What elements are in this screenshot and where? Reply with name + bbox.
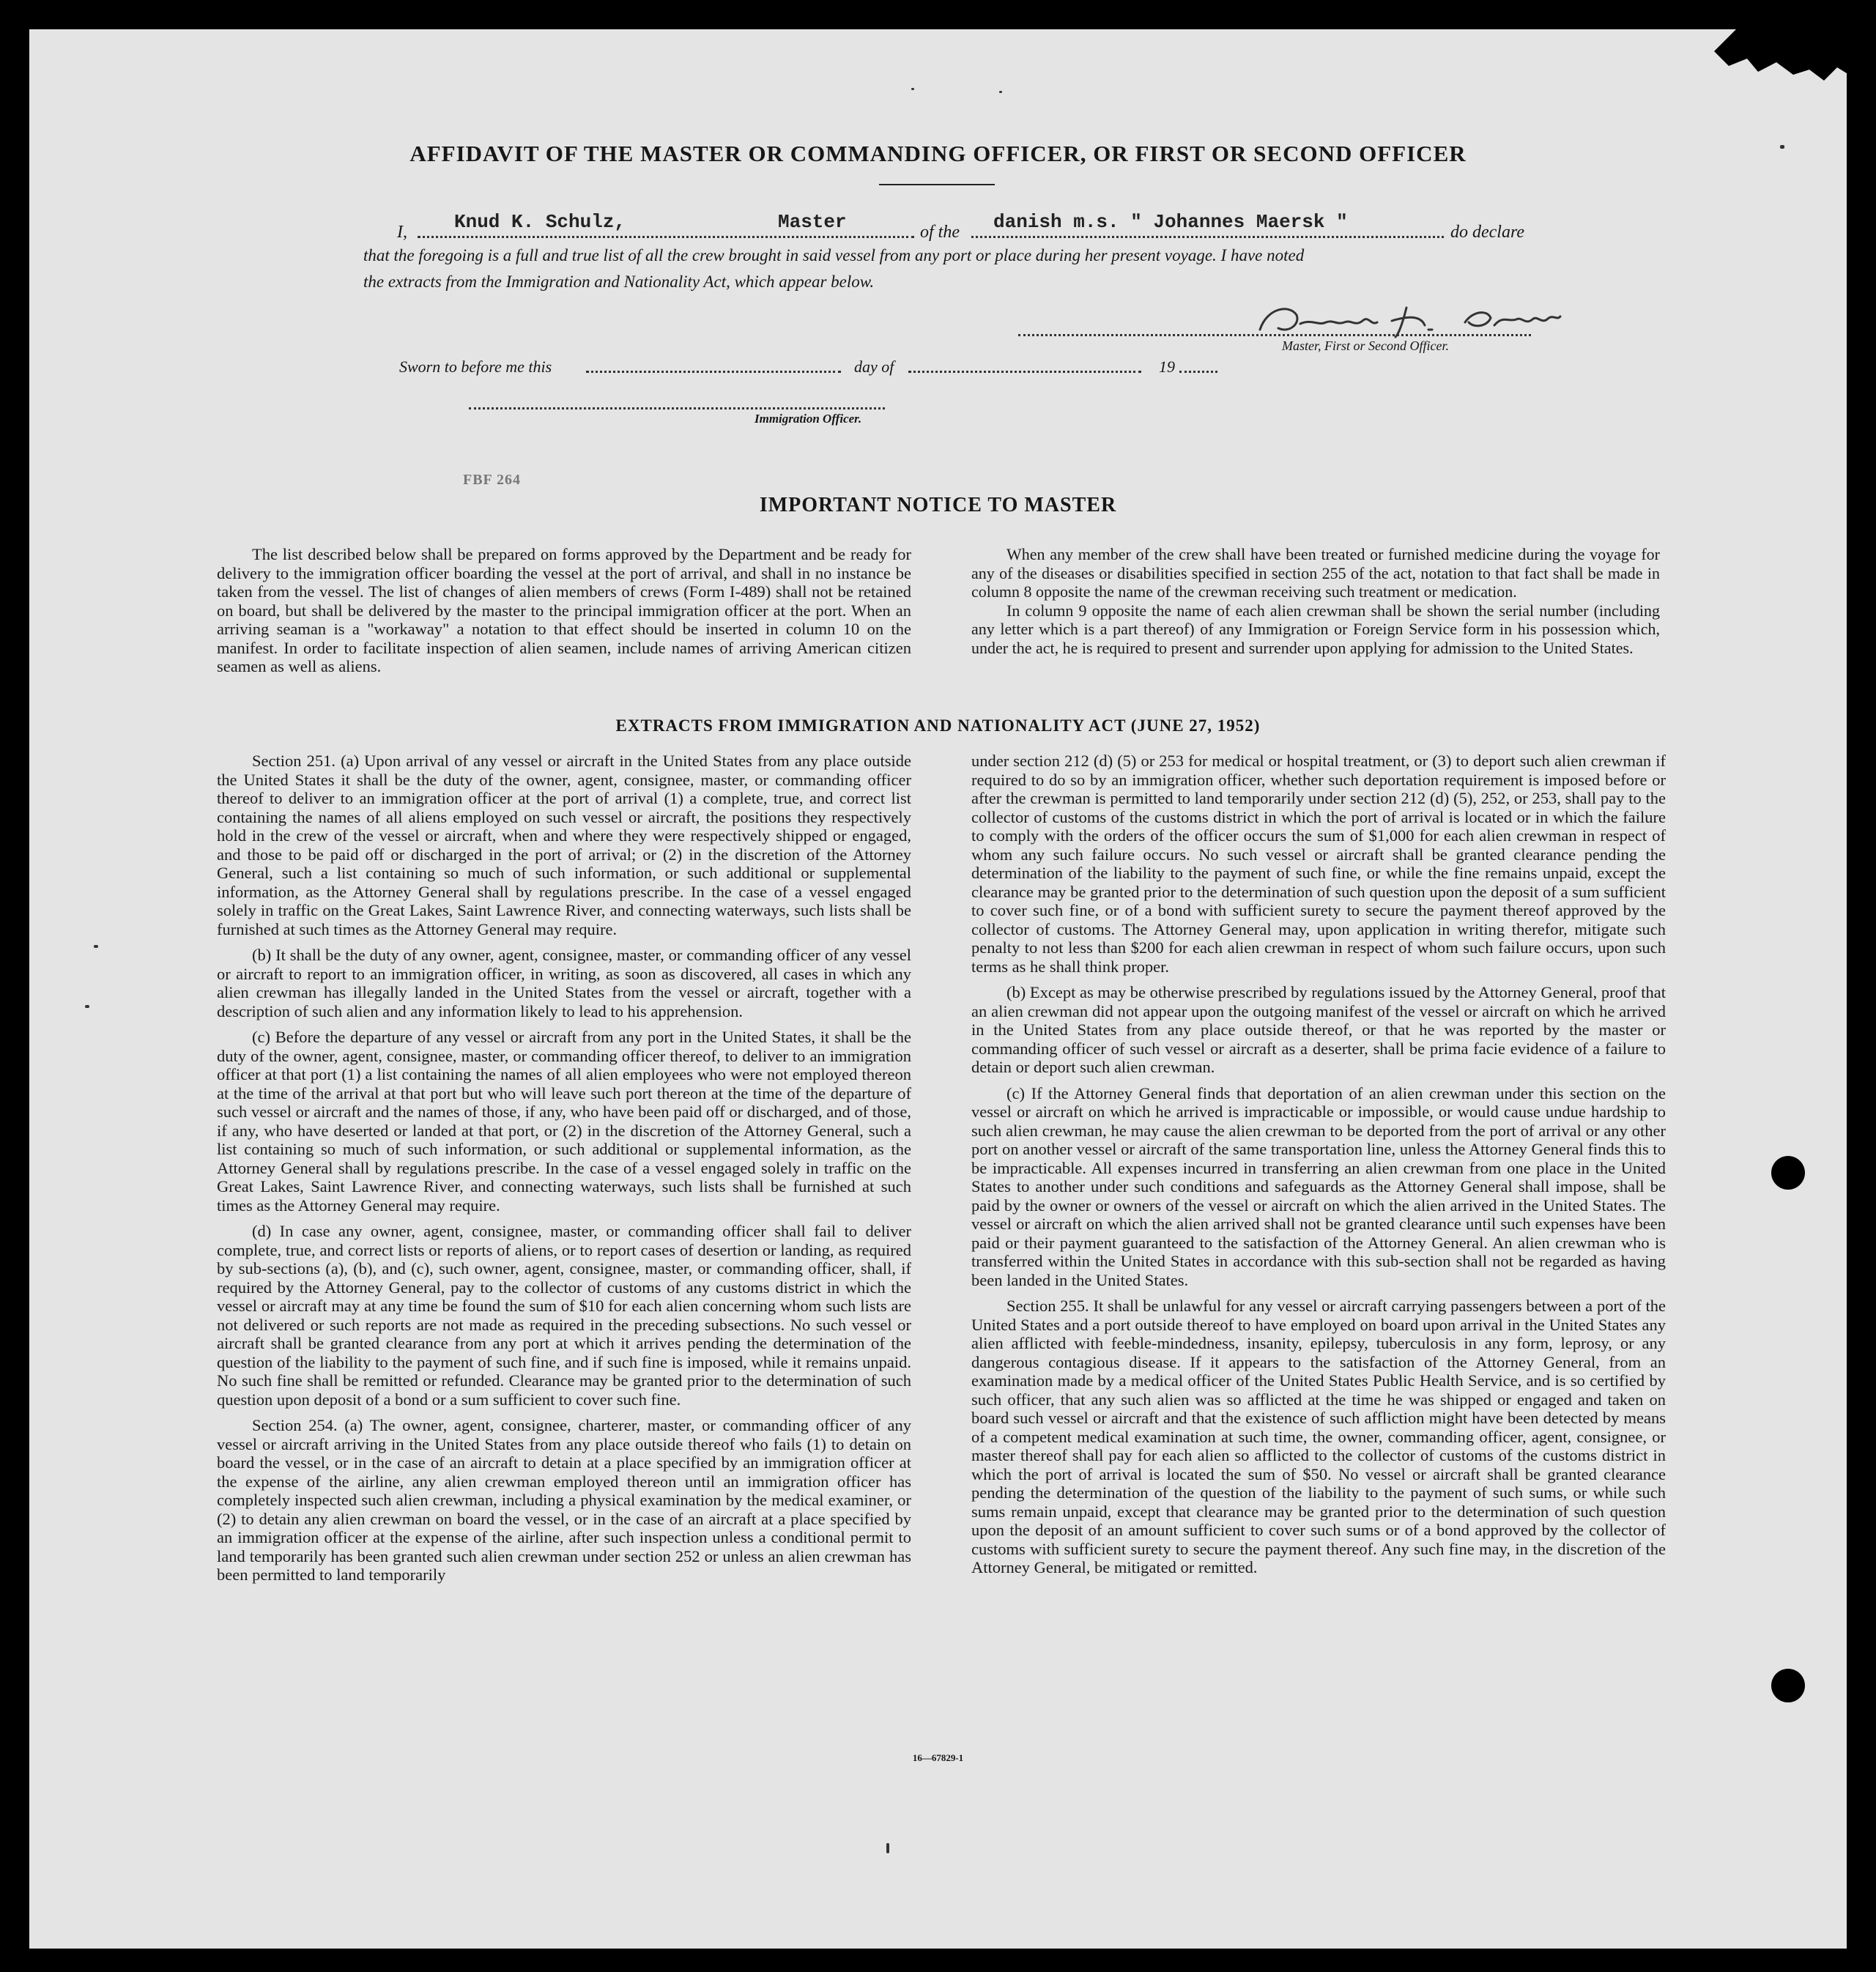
notice-right-column (971, 545, 1660, 657)
form-code: 16—67829-1 (912, 1752, 964, 1763)
notice-left-column (217, 545, 911, 682)
document-page (29, 29, 1847, 1949)
section-254-b: (b) Except as may be otherwise prescribed by regulations issued by the Attorney General, proof that an alien crewman did not appear upon the outgoing manifest of the vessel or aircraft on which he arrived in the United States from any place outside thereof, or that he was reported by the master or commanding officer of such vessel or aircraft as a deserter, shall be prima facie evidence of a failure to detain or deport such alien crewman. (971, 983, 1666, 1076)
vessel-line (971, 236, 1444, 238)
notice-right-paragraph-2: In column 9 opposite the name of each alien crewman shall be shown the serial number (including any letter which is a part thereof) of any Immigration or Foreign Service form in his possession which, under the act, he is required to present and surrender upon applying for admission to the United States. (971, 601, 1660, 657)
do-declare-label: do declare (1450, 223, 1525, 242)
sworn-year-line (1179, 371, 1217, 373)
punch-hole-lower (1771, 1669, 1805, 1702)
speck (94, 945, 98, 948)
speck (911, 88, 914, 90)
officer-caption: Immigration Officer. (755, 412, 862, 426)
section-251-c: (c) Before the departure of any vessel or aircraft from any port in the United States, it shall be the duty of the owner, agent, consignee, master, or commanding officer thereof, to deliver to an immigration officer at that port (1) a list containing the names of all alien employees who were not employed thereon at the time of the arrival at that port but who will leave such port thereon at the time of the departure of such vessel or aircraft and the names of those, if any, who have been paid off or discharged, and of those, if any, who have deserted or landed at that port, or (2) in the discretion of the Attorney General, such a list containing so much of such information, or such additional or supplemental information, as the Attorney General shall by regulations prescribe. In the case of a vessel engaged solely in traffic on the Great Lakes, Saint Lawrence River, and connecting waterways, such lists shall be furnished at such times as the Attorney General may require. (217, 1028, 911, 1215)
notice-right-paragraph-1: When any member of the crew shall have been treated or furnished medicine during the voyage for any of the diseases or disabilities specified in section 255 of the act, notation to that fact shall be made in column 8 opposite the name of the crewman receiving such treatment or medication. (971, 545, 1660, 601)
section-251-d: (d) In case any owner, agent, consignee, master, or commanding officer shall fail to deliver complete, true, and correct lists or reports of aliens, or to report cases of desertion or landing, as required by sub-sections (a), (b), and (c), such owner, agent, consignee, master, or commanding officer, shall, if required by the Attorney General, pay to the collector of customs of any customs district in which the vessel or aircraft may at any time be found the sum of $10 for each alien concerning whom such lists are not delivered or such reports are not made as required in the preceding subsections. No such vessel or aircraft shall be granted clearance from any port at which it arrives pending the determination of the question of the liability to the payment of such fine, and if such fine is imposed, while it remains unpaid. No such fine shall be remitted or refunded. Clearance may be granted prior to the determination of such question upon deposit of a bond or a sum sufficient to cover such fine. (217, 1222, 911, 1409)
year-label: 19 (1159, 357, 1175, 376)
master-signature (1245, 293, 1568, 344)
extracts-left-column (217, 752, 911, 1592)
master-rank: Master (778, 211, 847, 233)
sworn-label: Sworn to before me this (399, 357, 552, 376)
day-of-label: day of (854, 357, 894, 376)
title-rule (879, 184, 995, 185)
torn-corner (1707, 29, 1847, 110)
affidavit-title: AFFIDAVIT OF THE MASTER OR COMMANDING OFFICER, OR FIRST OR SECOND OFFICER (409, 141, 1467, 166)
officer-line (469, 407, 885, 409)
declaration-line-2: that the foregoing is a full and true list of all the crew brought in said vessel from any port or place during her present voyage. I have noted (363, 246, 1305, 264)
speck (85, 1005, 89, 1008)
section-255: Section 255. It shall be unlawful for any vessel or aircraft carrying passengers between a port of the United States and a port outside thereof to have employed on board upon arrival in the United States any alien afflicted with feeble-mindedness, insanity, epilepsy, tuberculosis in any form, leprosy, or any dangerous contagious disease. If it appears to the satisfaction of the Attorney General, from an examination made by a medical officer of the United States Public Health Service, and is so certified by such officer, that any such alien was so afflicted at the time he was shipped or engaged and taken on board such vessel or aircraft and that the existence of such affliction might have been detected by means of a competent medical examination at such time, the owner, commanding officer, agent, consignee, or master thereof shall pay for each alien so afflicted to the collector of customs of the customs district in which the port of arrival is located the sum of $50. No vessel or aircraft shall be granted clearance pending the determination of the question of the liability to the payment of such sums, or while such sums remain unpaid, except that clearance may be granted prior to the determination of such question upon the deposit of an amount sufficient to cover such sums or of a bond approved by the collector of customs with sufficient surety to secure the payment thereof. Any such fine may, in the discretion of the Attorney General, be mitigated or remitted. (971, 1297, 1666, 1576)
speck (999, 91, 1002, 93)
notice-title: IMPORTANT NOTICE TO MASTER (759, 494, 1117, 516)
section-254-a-continued: under section 212 (d) (5) or 253 for medical or hospital treatment, or (3) to deport such alien crewman if required to do so by an immigration officer, whether such deportation requirement is imposed before or after the crewman is permitted to land temporarily under section 212 (d) (5), 252, or 253, shall pay to the collector of customs of the customs district in which the port of arrival is located or in which the failure to comply with the orders of the officer occurs the sum of $1,000 for each alien crewman in respect of whom any such failure occurs. No such vessel or aircraft shall be granted clearance pending the determination of the liability to the payment of such fine, or while the fine remains unpaid, except the clearance may be granted prior to the determination of such question upon the deposit of a sum sufficient to cover such fine, or of a bond with sufficient surety to secure the payment thereof approved by the collector of customs. The Attorney General may, upon application in writing therefor, mitigate such penalty to not less than $200 for each alien crewman in respect of whom such failure occurs, upon such terms as he shall think proper. (971, 752, 1666, 976)
of-the-label: of the (920, 223, 960, 242)
declaration-line-3: the extracts from the Immigration and Nationality Act, which appear below. (363, 273, 875, 291)
section-251-b: (b) It shall be the duty of any owner, agent, consignee, master, or commanding officer of any vessel or aircraft to report to an immigration officer, in writing, as soon as discovered, all cases in which any alien crewman has illegally landed in the United States from the vessel or aircraft, together with a description of such alien and any information likely to lead to his apprehension. (217, 946, 911, 1020)
punch-hole-upper (1771, 1156, 1805, 1190)
extracts-title: EXTRACTS FROM IMMIGRATION AND NATIONALITY ACT (JUNE 27, 1952) (615, 716, 1261, 735)
stamp-mark: FBF 264 (463, 472, 522, 488)
section-254-a: Section 254. (a) The owner, agent, consignee, charterer, master, or commanding officer of any vessel or aircraft arriving in the United States from any place outside thereof who fails (1) to detain on board the vessel, or in the case of an aircraft to detain at a place specified by an immigration officer at the expense of the airline, any alien crewman employed thereon until an immigration officer has completely inspected such alien crewman, including a physical examination by the medical examiner, or (2) to detain any alien crewman on board the vessel, or in the case of an aircraft at a place specified by an immigration officer at the expense of the airline, after such inspection unless a conditional permit to land temporarily has been granted such alien crewman under section 252 or unless an alien crewman has been permitted to land temporarily (217, 1416, 911, 1584)
signature-caption: Master, First or Second Officer. (1282, 338, 1449, 353)
speck (886, 1843, 889, 1853)
extracts-right-column (971, 752, 1666, 1584)
signature-line (1018, 334, 1531, 336)
sworn-day-line (586, 371, 841, 373)
vessel-name: danish m.s. " Johannes Maersk " (993, 211, 1348, 233)
name-line (418, 236, 914, 238)
i-label: I, (397, 223, 407, 242)
notice-left-paragraph: The list described below shall be prepared on forms approved by the Department and be ready for delivery to the immigration officer boarding the vessel at the port of arrival, and shall in no instance be taken from the vessel. The list of changes of alien members of crews (Form I-489) shall not be retained on board, but shall be delivered by the master to the principal immigration officer at the port. When an arriving seaman is a "workaway" a notation to that effect should be inserted in column 10 on the manifest. In order to facilitate inspection of alien seamen, include names of arriving American citizen seamen as well as aliens. (217, 545, 911, 675)
section-251-a: Section 251. (a) Upon arrival of any vessel or aircraft in the United States from any place outside the United States it shall be the duty of the owner, agent, consignee, master, or commanding officer thereof to deliver to an immigration officer at the port of arrival (1) a complete, true, and correct list containing the names of all aliens employed on such vessel or aircraft, the positions they respectively hold in the crew of the vessel or aircraft, when and where they were respectively shipped or engaged, and those to be paid off or discharged in the port of arrival; or (2) in the discretion of the Attorney General, such a list containing so much of such information, or such additional or supplemental information, as the Attorney General shall by regulations prescribe. In the case of a vessel engaged solely in traffic on the Great Lakes, Saint Lawrence River, and connecting waterways, such lists shall be furnished at such times as the Attorney General may require. (217, 752, 911, 938)
section-254-c: (c) If the Attorney General finds that deportation of an alien crewman under this section on the vessel or aircraft on which he arrived is impracticable or impossible, or would cause undue hardship to such alien crewman, he may cause the alien crewman to be deported from the port of arrival or any other port on another vessel or aircraft of the same transportation line, unless the Attorney General finds this to be impracticable. All expenses incurred in transferring an alien crewman from one place in the United States to another under such conditions and safeguards as the Attorney General shall impose, shall be paid by the owner or owners of the vessel or aircraft on which the alien arrived in the United States. The vessel or aircraft on which the alien arrived shall not be granted clearance until such expenses have been paid or their payment guaranteed to the satisfaction of the Attorney General. An alien crewman who is transferred within the United States in accordance with this sub-section shall not be regarded as having been landed in the United States. (971, 1083, 1666, 1289)
speck (1780, 145, 1784, 149)
sworn-month-line (908, 371, 1141, 373)
master-name: Knud K. Schulz, (454, 211, 626, 233)
